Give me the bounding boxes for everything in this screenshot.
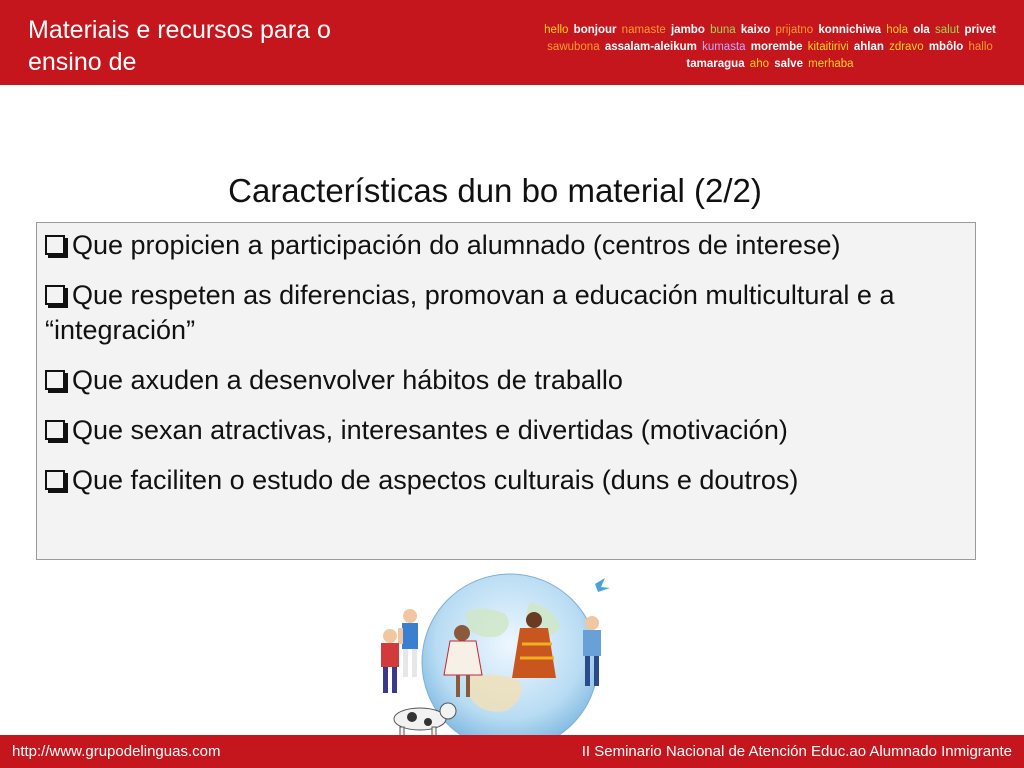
greeting-word: kitaitirivi	[807, 41, 849, 53]
child-figure	[381, 629, 399, 693]
bullet-text: Que sexan atractivas, interesantes e divertidas (motivación)	[72, 415, 788, 445]
slide-title: Características dun bo material (2/2)	[228, 172, 762, 209]
footer-url-link[interactable]: http://www.grupodelinguas.com	[12, 743, 221, 760]
greeting-word: mbôlo	[928, 41, 964, 53]
greeting-word: hello	[544, 24, 569, 36]
greeting-word: assalam-aleikum	[604, 41, 697, 53]
greeting-word: zdravo	[889, 41, 924, 53]
greeting-word: sawubona	[547, 41, 600, 53]
header-title: Materiais e recursos para o ensino de	[28, 16, 331, 76]
greeting-word: hola	[886, 24, 908, 36]
bullet-item	[45, 363, 965, 398]
greeting-word: kaixo	[740, 24, 771, 36]
greeting-word: privet	[964, 24, 996, 36]
greeting-word: ahlan	[853, 41, 884, 53]
greeting-word: hallo	[968, 41, 993, 53]
bullet-text: Que respeten as diferencias, promovan a educación multicultural e a “integración”	[45, 280, 895, 345]
header-bar	[0, 0, 1024, 85]
bullet-text: Que axuden a desenvolver hábitos de traballo	[72, 365, 623, 395]
footer-bar	[0, 735, 1024, 768]
bullet-item	[45, 228, 965, 263]
greeting-word: buna	[710, 24, 736, 36]
checkbox-bullet-icon	[45, 420, 65, 440]
greeting-word: jambo	[670, 24, 705, 36]
greeting-word: tamaragua	[686, 58, 745, 70]
bullet-item	[45, 463, 965, 498]
greeting-word: kumasta	[702, 41, 746, 53]
bullet-item	[45, 413, 965, 448]
checkbox-bullet-icon	[45, 370, 65, 390]
greeting-word: ola	[913, 24, 930, 36]
greeting-word: aho	[749, 58, 769, 70]
checkbox-bullet-icon	[45, 470, 65, 490]
greetings-banner	[540, 22, 1000, 73]
children-around-globe-illustration	[370, 572, 640, 747]
bird-icon	[595, 578, 610, 592]
greeting-word: prijatno	[775, 24, 814, 36]
checkbox-bullet-icon	[45, 235, 65, 255]
greeting-word: bonjour	[573, 24, 617, 36]
greeting-word: namaste	[621, 24, 666, 36]
bullet-list	[45, 228, 965, 513]
greeting-word: morembe	[750, 41, 803, 53]
bullet-text: Que propicien a participación do alumnado (centros de interese)	[72, 230, 841, 260]
footer-event-name: II Seminario Nacional de Atención Educ.ao Alumnado Inmigrante	[581, 743, 1012, 760]
greeting-word: konnichiwa	[818, 24, 882, 36]
greeting-word: salve	[774, 58, 803, 70]
bullet-item	[45, 278, 965, 348]
bullet-text: Que faciliten o estudo de aspectos culturais (duns e doutros)	[72, 465, 799, 495]
greeting-word: salut	[935, 24, 960, 36]
greeting-word: merhaba	[808, 58, 854, 70]
checkbox-bullet-icon	[45, 285, 65, 305]
child-figure	[398, 609, 418, 677]
